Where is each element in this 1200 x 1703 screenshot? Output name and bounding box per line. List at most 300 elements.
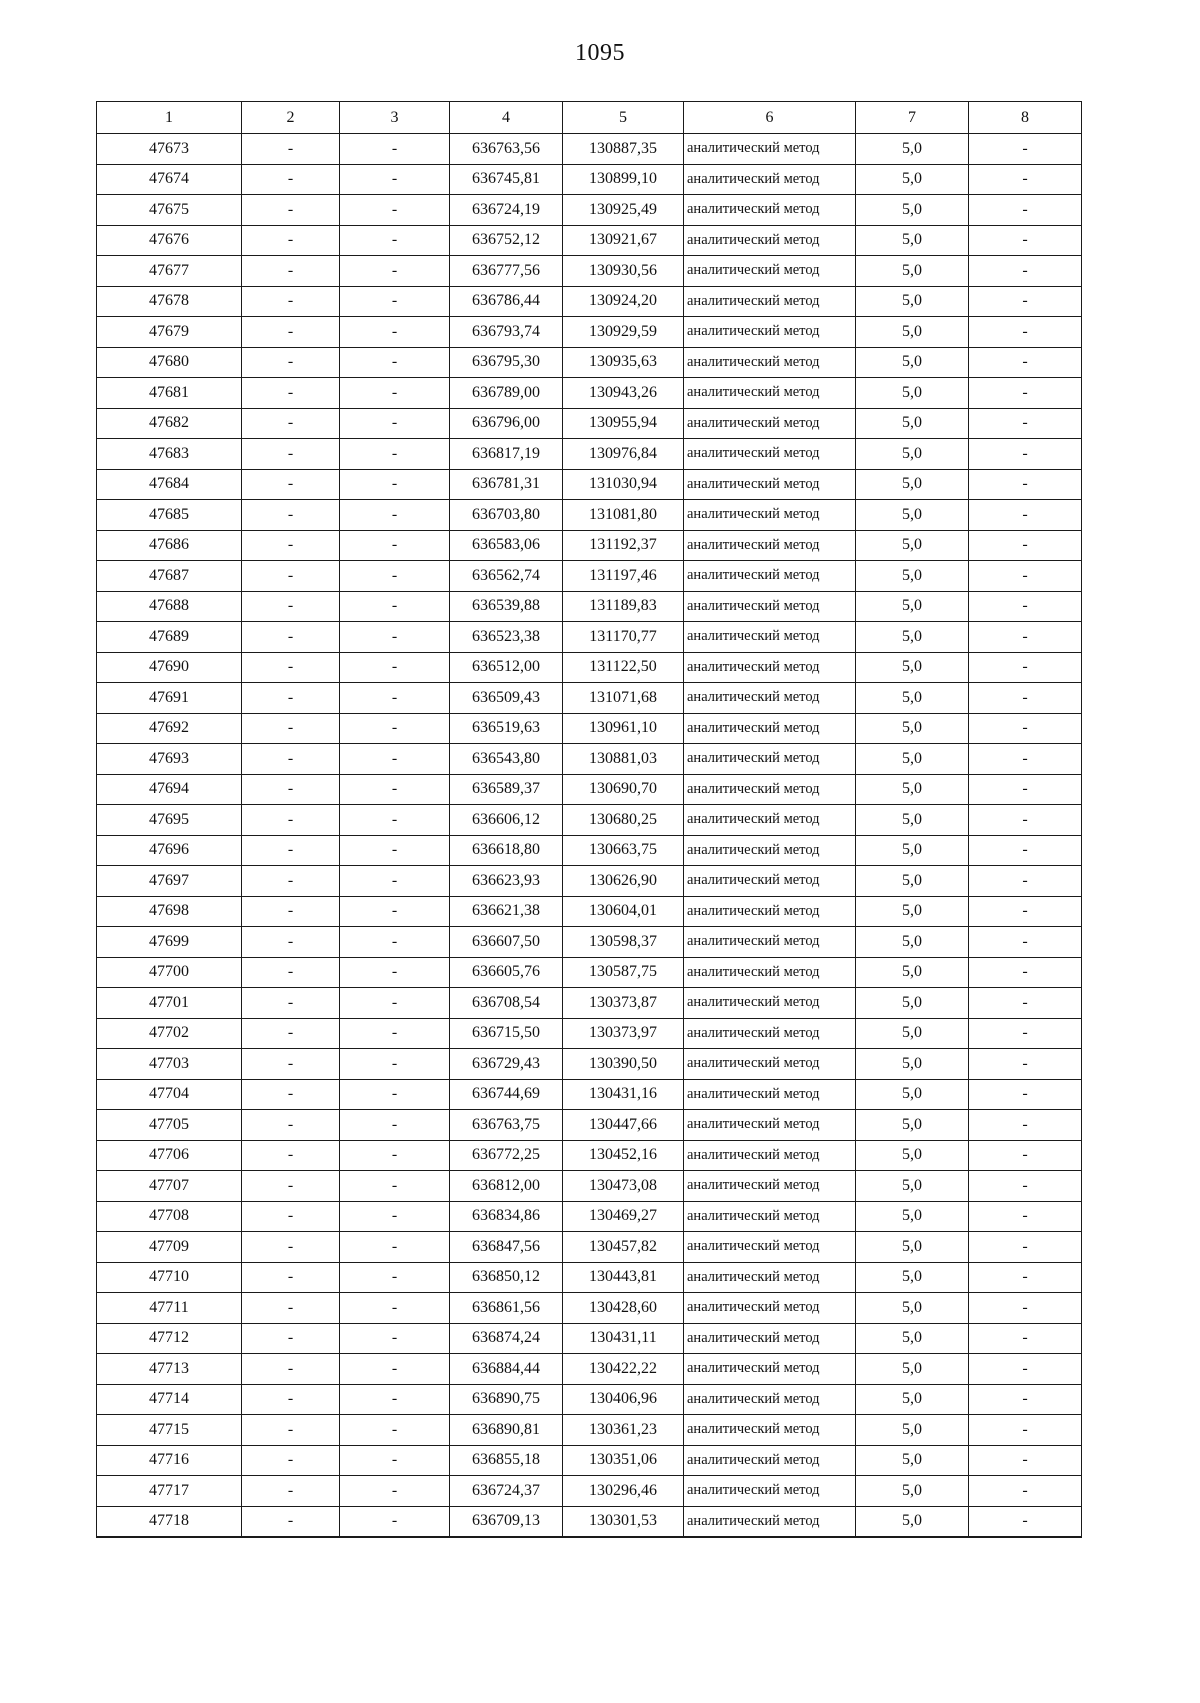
accuracy-cell: 5,0 — [856, 408, 969, 439]
column-8-cell: - — [969, 1110, 1082, 1141]
x-coordinate-cell: 636763,56 — [450, 134, 563, 165]
x-coordinate-cell: 636874,24 — [450, 1323, 563, 1354]
point-number-cell: 47688 — [97, 591, 242, 622]
x-coordinate-cell: 636583,06 — [450, 530, 563, 561]
column-3-cell: - — [340, 317, 450, 348]
accuracy-cell: 5,0 — [856, 1384, 969, 1415]
point-number-cell: 47710 — [97, 1262, 242, 1293]
x-coordinate-cell: 636606,12 — [450, 805, 563, 836]
column-3-cell: - — [340, 561, 450, 592]
column-2-cell: - — [242, 1049, 340, 1080]
column-2-cell: - — [242, 622, 340, 653]
column-8-cell: - — [969, 1018, 1082, 1049]
column-3-cell: - — [340, 927, 450, 958]
accuracy-cell: 5,0 — [856, 744, 969, 775]
y-coordinate-cell: 130899,10 — [563, 164, 684, 195]
coordinates-table — [96, 101, 1082, 1538]
point-number-cell: 47683 — [97, 439, 242, 470]
method-cell: аналитический метод — [684, 1110, 856, 1141]
point-number-cell: 47674 — [97, 164, 242, 195]
x-coordinate-cell: 636621,38 — [450, 896, 563, 927]
x-coordinate-cell: 636786,44 — [450, 286, 563, 317]
method-cell: аналитический метод — [684, 1323, 856, 1354]
column-2-cell: - — [242, 164, 340, 195]
accuracy-cell: 5,0 — [856, 164, 969, 195]
column-2-cell: - — [242, 652, 340, 683]
table-row — [97, 408, 1082, 439]
point-number-cell: 47681 — [97, 378, 242, 409]
accuracy-cell: 5,0 — [856, 1140, 969, 1171]
column-3-cell: - — [340, 1323, 450, 1354]
column-2-cell: - — [242, 805, 340, 836]
accuracy-cell: 5,0 — [856, 256, 969, 287]
point-number-cell: 47678 — [97, 286, 242, 317]
point-number-cell: 47698 — [97, 896, 242, 927]
accuracy-cell: 5,0 — [856, 1018, 969, 1049]
y-coordinate-cell: 130935,63 — [563, 347, 684, 378]
column-3-cell: - — [340, 1384, 450, 1415]
method-cell: аналитический метод — [684, 1445, 856, 1476]
column-8-cell: - — [969, 1445, 1082, 1476]
column-2-cell: - — [242, 1262, 340, 1293]
x-coordinate-cell: 636744,69 — [450, 1079, 563, 1110]
column-2-cell: - — [242, 286, 340, 317]
y-coordinate-cell: 131122,50 — [563, 652, 684, 683]
y-coordinate-cell: 130473,08 — [563, 1171, 684, 1202]
point-number-cell: 47675 — [97, 195, 242, 226]
method-cell: аналитический метод — [684, 652, 856, 683]
y-coordinate-cell: 130301,53 — [563, 1506, 684, 1537]
y-coordinate-cell: 130457,82 — [563, 1232, 684, 1263]
table-row — [97, 622, 1082, 653]
table-row — [97, 1476, 1082, 1507]
method-cell: аналитический метод — [684, 683, 856, 714]
column-2-cell: - — [242, 896, 340, 927]
method-cell: аналитический метод — [684, 561, 856, 592]
column-8-cell: - — [969, 256, 1082, 287]
method-cell: аналитический метод — [684, 1079, 856, 1110]
x-coordinate-cell: 636709,13 — [450, 1506, 563, 1537]
accuracy-cell: 5,0 — [856, 1323, 969, 1354]
method-cell: аналитический метод — [684, 1171, 856, 1202]
x-coordinate-cell: 636589,37 — [450, 774, 563, 805]
y-coordinate-cell: 131197,46 — [563, 561, 684, 592]
accuracy-cell: 5,0 — [856, 500, 969, 531]
table-row — [97, 835, 1082, 866]
table-row — [97, 927, 1082, 958]
column-3-cell: - — [340, 1140, 450, 1171]
method-cell: аналитический метод — [684, 1049, 856, 1080]
column-8-cell: - — [969, 1415, 1082, 1446]
column-3-cell: - — [340, 134, 450, 165]
point-number-cell: 47711 — [97, 1293, 242, 1324]
table-row — [97, 1323, 1082, 1354]
table-row — [97, 286, 1082, 317]
column-8-cell: - — [969, 347, 1082, 378]
accuracy-cell: 5,0 — [856, 927, 969, 958]
method-cell: аналитический метод — [684, 1293, 856, 1324]
column-3-cell: - — [340, 1232, 450, 1263]
table-row — [97, 1354, 1082, 1385]
method-cell: аналитический метод — [684, 835, 856, 866]
y-coordinate-cell: 130431,11 — [563, 1323, 684, 1354]
table-row — [97, 317, 1082, 348]
point-number-cell: 47703 — [97, 1049, 242, 1080]
y-coordinate-cell: 130587,75 — [563, 957, 684, 988]
method-cell: аналитический метод — [684, 744, 856, 775]
point-number-cell: 47691 — [97, 683, 242, 714]
column-header: 5 — [563, 102, 684, 134]
accuracy-cell: 5,0 — [856, 591, 969, 622]
x-coordinate-cell: 636861,56 — [450, 1293, 563, 1324]
x-coordinate-cell: 636543,80 — [450, 744, 563, 775]
point-number-cell: 47676 — [97, 225, 242, 256]
table-row — [97, 683, 1082, 714]
column-8-cell: - — [969, 317, 1082, 348]
column-2-cell: - — [242, 1171, 340, 1202]
y-coordinate-cell: 130680,25 — [563, 805, 684, 836]
accuracy-cell: 5,0 — [856, 1110, 969, 1141]
accuracy-cell: 5,0 — [856, 530, 969, 561]
column-8-cell: - — [969, 896, 1082, 927]
x-coordinate-cell: 636796,00 — [450, 408, 563, 439]
point-number-cell: 47709 — [97, 1232, 242, 1263]
column-3-cell: - — [340, 805, 450, 836]
column-8-cell: - — [969, 1354, 1082, 1385]
accuracy-cell: 5,0 — [856, 1506, 969, 1537]
method-cell: аналитический метод — [684, 1476, 856, 1507]
y-coordinate-cell: 130428,60 — [563, 1293, 684, 1324]
column-8-cell: - — [969, 439, 1082, 470]
point-number-cell: 47690 — [97, 652, 242, 683]
y-coordinate-cell: 130431,16 — [563, 1079, 684, 1110]
column-8-cell: - — [969, 866, 1082, 897]
y-coordinate-cell: 130626,90 — [563, 866, 684, 897]
column-2-cell: - — [242, 1445, 340, 1476]
table-row — [97, 744, 1082, 775]
point-number-cell: 47693 — [97, 744, 242, 775]
method-cell: аналитический метод — [684, 469, 856, 500]
column-8-cell: - — [969, 744, 1082, 775]
x-coordinate-cell: 636708,54 — [450, 988, 563, 1019]
table-row — [97, 1445, 1082, 1476]
column-8-cell: - — [969, 1506, 1082, 1537]
column-2-cell: - — [242, 744, 340, 775]
column-header: 6 — [684, 102, 856, 134]
column-8-cell: - — [969, 1049, 1082, 1080]
table-row — [97, 225, 1082, 256]
column-8-cell: - — [969, 683, 1082, 714]
x-coordinate-cell: 636509,43 — [450, 683, 563, 714]
column-3-cell: - — [340, 439, 450, 470]
table-row — [97, 1171, 1082, 1202]
table-row — [97, 378, 1082, 409]
accuracy-cell: 5,0 — [856, 439, 969, 470]
column-header: 3 — [340, 102, 450, 134]
accuracy-cell: 5,0 — [856, 317, 969, 348]
method-cell: аналитический метод — [684, 866, 856, 897]
y-coordinate-cell: 130924,20 — [563, 286, 684, 317]
y-coordinate-cell: 131030,94 — [563, 469, 684, 500]
y-coordinate-cell: 131192,37 — [563, 530, 684, 561]
table-row — [97, 500, 1082, 531]
column-3-cell: - — [340, 1506, 450, 1537]
y-coordinate-cell: 130390,50 — [563, 1049, 684, 1080]
column-8-cell: - — [969, 530, 1082, 561]
column-header: 2 — [242, 102, 340, 134]
table-row — [97, 1018, 1082, 1049]
method-cell: аналитический метод — [684, 774, 856, 805]
table-row — [97, 591, 1082, 622]
accuracy-cell: 5,0 — [856, 1293, 969, 1324]
accuracy-cell: 5,0 — [856, 866, 969, 897]
method-cell: аналитический метод — [684, 1232, 856, 1263]
point-number-cell: 47701 — [97, 988, 242, 1019]
x-coordinate-cell: 636850,12 — [450, 1262, 563, 1293]
column-3-cell: - — [340, 896, 450, 927]
y-coordinate-cell: 130887,35 — [563, 134, 684, 165]
y-coordinate-cell: 130921,67 — [563, 225, 684, 256]
column-2-cell: - — [242, 378, 340, 409]
y-coordinate-cell: 130881,03 — [563, 744, 684, 775]
table-row — [97, 1201, 1082, 1232]
y-coordinate-cell: 131081,80 — [563, 500, 684, 531]
x-coordinate-cell: 636724,37 — [450, 1476, 563, 1507]
column-2-cell: - — [242, 1018, 340, 1049]
accuracy-cell: 5,0 — [856, 835, 969, 866]
column-8-cell: - — [969, 1262, 1082, 1293]
table-row — [97, 1079, 1082, 1110]
x-coordinate-cell: 636724,19 — [450, 195, 563, 226]
point-number-cell: 47700 — [97, 957, 242, 988]
accuracy-cell: 5,0 — [856, 805, 969, 836]
y-coordinate-cell: 130351,06 — [563, 1445, 684, 1476]
table-row — [97, 805, 1082, 836]
column-2-cell: - — [242, 1293, 340, 1324]
accuracy-cell: 5,0 — [856, 896, 969, 927]
point-number-cell: 47706 — [97, 1140, 242, 1171]
x-coordinate-cell: 636562,74 — [450, 561, 563, 592]
y-coordinate-cell: 130296,46 — [563, 1476, 684, 1507]
accuracy-cell: 5,0 — [856, 1171, 969, 1202]
table-row — [97, 988, 1082, 1019]
y-coordinate-cell: 131189,83 — [563, 591, 684, 622]
method-cell: аналитический метод — [684, 439, 856, 470]
column-8-cell: - — [969, 1293, 1082, 1324]
method-cell: аналитический метод — [684, 164, 856, 195]
column-3-cell: - — [340, 378, 450, 409]
method-cell: аналитический метод — [684, 378, 856, 409]
column-3-cell: - — [340, 1354, 450, 1385]
table-row — [97, 713, 1082, 744]
method-cell: аналитический метод — [684, 1506, 856, 1537]
table-header-row — [97, 102, 1082, 134]
column-2-cell: - — [242, 774, 340, 805]
method-cell: аналитический метод — [684, 896, 856, 927]
accuracy-cell: 5,0 — [856, 1049, 969, 1080]
accuracy-cell: 5,0 — [856, 957, 969, 988]
point-number-cell: 47705 — [97, 1110, 242, 1141]
accuracy-cell: 5,0 — [856, 1354, 969, 1385]
method-cell: аналитический метод — [684, 347, 856, 378]
column-2-cell: - — [242, 317, 340, 348]
column-2-cell: - — [242, 530, 340, 561]
page-number: 1095 — [575, 40, 625, 66]
column-8-cell: - — [969, 591, 1082, 622]
column-8-cell: - — [969, 652, 1082, 683]
x-coordinate-cell: 636539,88 — [450, 591, 563, 622]
column-2-cell: - — [242, 1323, 340, 1354]
table-row — [97, 1110, 1082, 1141]
column-8-cell: - — [969, 1323, 1082, 1354]
method-cell: аналитический метод — [684, 713, 856, 744]
column-3-cell: - — [340, 1415, 450, 1446]
table-row — [97, 896, 1082, 927]
method-cell: аналитический метод — [684, 1018, 856, 1049]
point-number-cell: 47686 — [97, 530, 242, 561]
column-8-cell: - — [969, 195, 1082, 226]
column-2-cell: - — [242, 591, 340, 622]
column-3-cell: - — [340, 744, 450, 775]
point-number-cell: 47716 — [97, 1445, 242, 1476]
accuracy-cell: 5,0 — [856, 622, 969, 653]
column-8-cell: - — [969, 134, 1082, 165]
column-3-cell: - — [340, 866, 450, 897]
column-2-cell: - — [242, 469, 340, 500]
x-coordinate-cell: 636745,81 — [450, 164, 563, 195]
column-2-cell: - — [242, 1415, 340, 1446]
accuracy-cell: 5,0 — [856, 1415, 969, 1446]
table-row — [97, 195, 1082, 226]
x-coordinate-cell: 636618,80 — [450, 835, 563, 866]
column-3-cell: - — [340, 286, 450, 317]
method-cell: аналитический метод — [684, 957, 856, 988]
table-row — [97, 347, 1082, 378]
table-row — [97, 652, 1082, 683]
x-coordinate-cell: 636512,00 — [450, 652, 563, 683]
point-number-cell: 47704 — [97, 1079, 242, 1110]
column-3-cell: - — [340, 1262, 450, 1293]
y-coordinate-cell: 130422,22 — [563, 1354, 684, 1385]
column-8-cell: - — [969, 500, 1082, 531]
table-row — [97, 256, 1082, 287]
column-2-cell: - — [242, 561, 340, 592]
method-cell: аналитический метод — [684, 408, 856, 439]
x-coordinate-cell: 636777,56 — [450, 256, 563, 287]
y-coordinate-cell: 130373,87 — [563, 988, 684, 1019]
column-3-cell: - — [340, 256, 450, 287]
point-number-cell: 47695 — [97, 805, 242, 836]
method-cell: аналитический метод — [684, 317, 856, 348]
column-2-cell: - — [242, 1201, 340, 1232]
column-8-cell: - — [969, 225, 1082, 256]
y-coordinate-cell: 130943,26 — [563, 378, 684, 409]
x-coordinate-cell: 636703,80 — [450, 500, 563, 531]
accuracy-cell: 5,0 — [856, 683, 969, 714]
point-number-cell: 47718 — [97, 1506, 242, 1537]
column-header: 7 — [856, 102, 969, 134]
x-coordinate-cell: 636789,00 — [450, 378, 563, 409]
y-coordinate-cell: 130598,37 — [563, 927, 684, 958]
method-cell: аналитический метод — [684, 286, 856, 317]
column-3-cell: - — [340, 1171, 450, 1202]
column-2-cell: - — [242, 195, 340, 226]
point-number-cell: 47699 — [97, 927, 242, 958]
column-8-cell: - — [969, 1201, 1082, 1232]
accuracy-cell: 5,0 — [856, 561, 969, 592]
y-coordinate-cell: 130452,16 — [563, 1140, 684, 1171]
method-cell: аналитический метод — [684, 500, 856, 531]
y-coordinate-cell: 130929,59 — [563, 317, 684, 348]
point-number-cell: 47707 — [97, 1171, 242, 1202]
column-3-cell: - — [340, 957, 450, 988]
column-8-cell: - — [969, 622, 1082, 653]
column-3-cell: - — [340, 1110, 450, 1141]
column-3-cell: - — [340, 225, 450, 256]
point-number-cell: 47713 — [97, 1354, 242, 1385]
column-2-cell: - — [242, 1506, 340, 1537]
point-number-cell: 47715 — [97, 1415, 242, 1446]
method-cell: аналитический метод — [684, 225, 856, 256]
column-2-cell: - — [242, 134, 340, 165]
accuracy-cell: 5,0 — [856, 1201, 969, 1232]
column-3-cell: - — [340, 591, 450, 622]
table-row — [97, 164, 1082, 195]
column-2-cell: - — [242, 1140, 340, 1171]
x-coordinate-cell: 636772,25 — [450, 1140, 563, 1171]
accuracy-cell: 5,0 — [856, 774, 969, 805]
table-body — [97, 134, 1082, 1538]
point-number-cell: 47673 — [97, 134, 242, 165]
point-number-cell: 47708 — [97, 1201, 242, 1232]
column-2-cell: - — [242, 835, 340, 866]
column-2-cell: - — [242, 683, 340, 714]
method-cell: аналитический метод — [684, 927, 856, 958]
x-coordinate-cell: 636519,63 — [450, 713, 563, 744]
method-cell: аналитический метод — [684, 1415, 856, 1446]
x-coordinate-cell: 636884,44 — [450, 1354, 563, 1385]
column-3-cell: - — [340, 469, 450, 500]
column-3-cell: - — [340, 1201, 450, 1232]
column-3-cell: - — [340, 1293, 450, 1324]
point-number-cell: 47714 — [97, 1384, 242, 1415]
table-row — [97, 1384, 1082, 1415]
column-2-cell: - — [242, 500, 340, 531]
column-3-cell: - — [340, 988, 450, 1019]
table-row — [97, 1140, 1082, 1171]
x-coordinate-cell: 636752,12 — [450, 225, 563, 256]
column-2-cell: - — [242, 1110, 340, 1141]
column-3-cell: - — [340, 500, 450, 531]
accuracy-cell: 5,0 — [856, 988, 969, 1019]
column-3-cell: - — [340, 683, 450, 714]
point-number-cell: 47696 — [97, 835, 242, 866]
point-number-cell: 47679 — [97, 317, 242, 348]
method-cell: аналитический метод — [684, 1140, 856, 1171]
accuracy-cell: 5,0 — [856, 1232, 969, 1263]
point-number-cell: 47717 — [97, 1476, 242, 1507]
column-3-cell: - — [340, 1049, 450, 1080]
y-coordinate-cell: 130690,70 — [563, 774, 684, 805]
x-coordinate-cell: 636523,38 — [450, 622, 563, 653]
table-row — [97, 774, 1082, 805]
column-2-cell: - — [242, 866, 340, 897]
method-cell: аналитический метод — [684, 988, 856, 1019]
point-number-cell: 47697 — [97, 866, 242, 897]
x-coordinate-cell: 636855,18 — [450, 1445, 563, 1476]
y-coordinate-cell: 130604,01 — [563, 896, 684, 927]
column-8-cell: - — [969, 561, 1082, 592]
